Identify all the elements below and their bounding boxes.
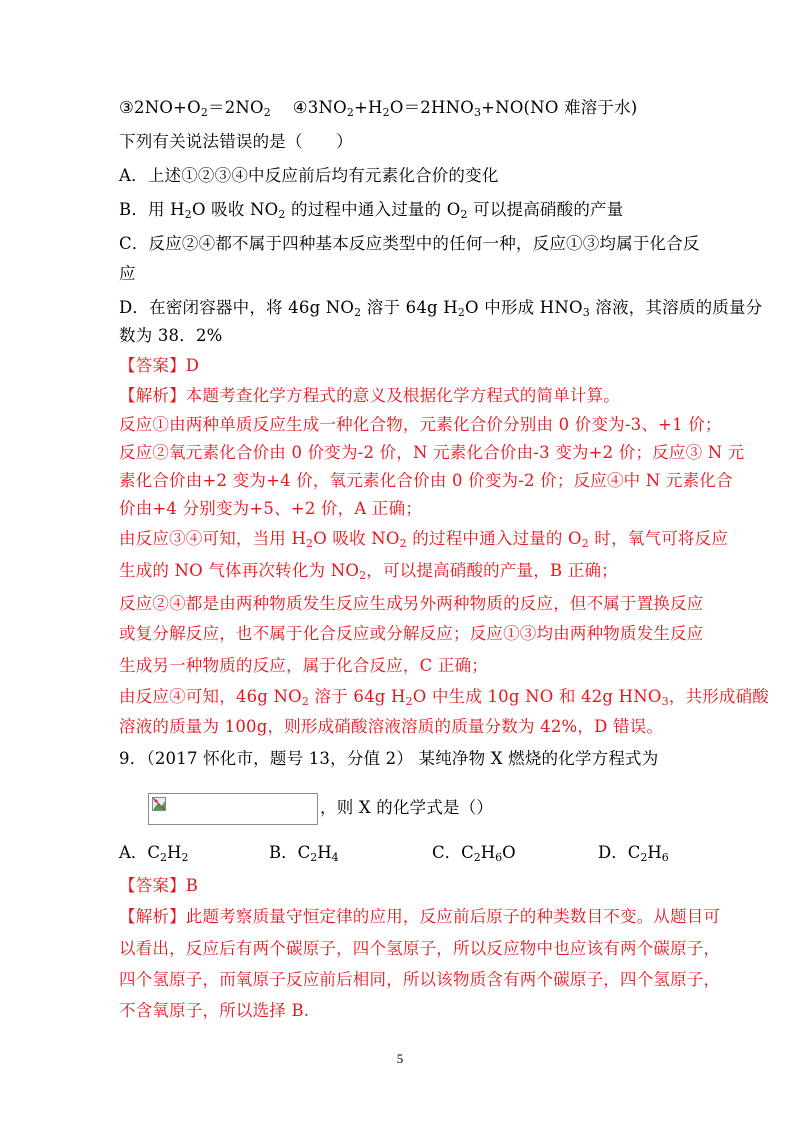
q8-analysis-line: 生成另一种物质的反应，属于化合反应，C 正确； bbox=[119, 656, 488, 675]
q8-analysis-title: 【解析】本题考查化学方程式的意义及根据化学方程式的简单计算。 bbox=[119, 386, 620, 405]
q8-option-b: B．用 $H_2O$ 吸收 $NO_2$ 的过程中通入过量的 $O_2$ 可以提高硝酸的产量 bbox=[119, 200, 624, 221]
broken-image-icon bbox=[152, 797, 166, 811]
q9-analysis-line: 不含氧原子，所以选择 B. bbox=[119, 1001, 310, 1020]
q9-choice-d: D．$C_2H_6$ bbox=[598, 843, 669, 864]
q8-option-a: A．上述①②③④中反应前后均有元素化合价的变化 bbox=[119, 166, 499, 185]
q8-analysis-line: 由反应③④可知，当用 $H_2O$ 吸收 $NO_2$ 的过程中通入过量的 $O_2$ 时，氧气可将反应 bbox=[119, 529, 729, 550]
q8-analysis-line: 素化合价由+2 变为+4 价，氧元素化合价由 0 价变为-2 价；反应④中 N 元素化合 bbox=[119, 471, 733, 490]
q9-choice-c: C．$C_2H_6O$ bbox=[432, 843, 516, 864]
q8-prompt: 下列有关说法错误的是（ ） bbox=[119, 132, 353, 151]
q8-analysis-line: 或复分解反应，也不属于化合反应或分解反应；反应①③均由两种物质发生反应 bbox=[119, 624, 704, 643]
q8-analysis-line: 由反应④可知，46g $NO_2$ 溶于 64g $H_2O$ 中生成 10g NO 和 42g $HNO_3$，共形成硝酸 bbox=[119, 687, 770, 708]
q9-analysis-line: 四个氢原子，而氧原子反应前后相同，所以该物质含有两个碳原子，四个氢原子， bbox=[119, 970, 721, 989]
q8-analysis-line: 反应②④都是由两种物质发生反应生成另外两种物质的反应，但不属于置换反应 bbox=[119, 594, 704, 613]
q8-option-d-line2: 数为 38．2% bbox=[119, 326, 223, 345]
q9-analysis-line: 【解析】此题考察质量守恒定律的应用，反应前后原子的种类数目不变。从题目可 bbox=[119, 907, 721, 926]
q8-option-c-line2: 应 bbox=[119, 264, 136, 283]
q8-analysis-line: 反应②氧元素化合价由 0 价变为-2 价，N 元素化合价由-3 变为+2 价；反应③ N 元 bbox=[119, 443, 745, 462]
q9-choice-b: B．$C_2H_4$ bbox=[269, 843, 339, 864]
q9-analysis-line: 以看出，反应后有两个碳原子，四个氢原子，所以反应物中也应该有两个碳原子， bbox=[119, 939, 721, 958]
q9-header: 9．（2017 怀化市，题号 13，分值 2） 某纯净物 X 燃烧的化学方程式为 bbox=[119, 749, 659, 768]
q8-analysis-line: 生成的 NO 气体再次转化为 $NO_2$，可以提高硝酸的产量，B 正确； bbox=[119, 561, 618, 582]
q9-prompt-tail: ，则 X 的化学式是（） bbox=[320, 798, 494, 817]
q9-choice-a: A．$C_2H_2$ bbox=[119, 843, 189, 864]
broken-image-placeholder bbox=[148, 793, 318, 825]
q8-option-c-line1: C．反应②④都不属于四种基本反应类型中的任何一种，反应①③均属于化合反 bbox=[119, 234, 700, 253]
q8-analysis-line: 溶液的质量为 100g，则形成硝酸溶液溶质的质量分数为 42%，D 错误。 bbox=[119, 717, 664, 736]
q9-answer: 【答案】B bbox=[119, 876, 199, 895]
q8-analysis-line: 价由+4 分别变为+5、+2 价，A 正确； bbox=[119, 499, 423, 518]
page-number: 5 bbox=[396, 1051, 404, 1066]
equations-line: $③2NO+O_2=2NO_2$ $④3NO_2+H_2O=2HNO_3+NO(NO$ 难溶于水) bbox=[119, 98, 638, 119]
q8-option-d-line1: D．在密闭容器中，将 46g $NO_2$ 溶于 64g $H_2O$ 中形成 $HNO_3$ 溶液，其溶质的质量分 bbox=[119, 298, 763, 319]
q8-analysis-line: 反应①由两种单质反应生成一种化合物，元素化合价分别由 0 价变为-3、+1 价； bbox=[119, 415, 722, 434]
q8-answer: 【答案】D bbox=[119, 356, 200, 375]
